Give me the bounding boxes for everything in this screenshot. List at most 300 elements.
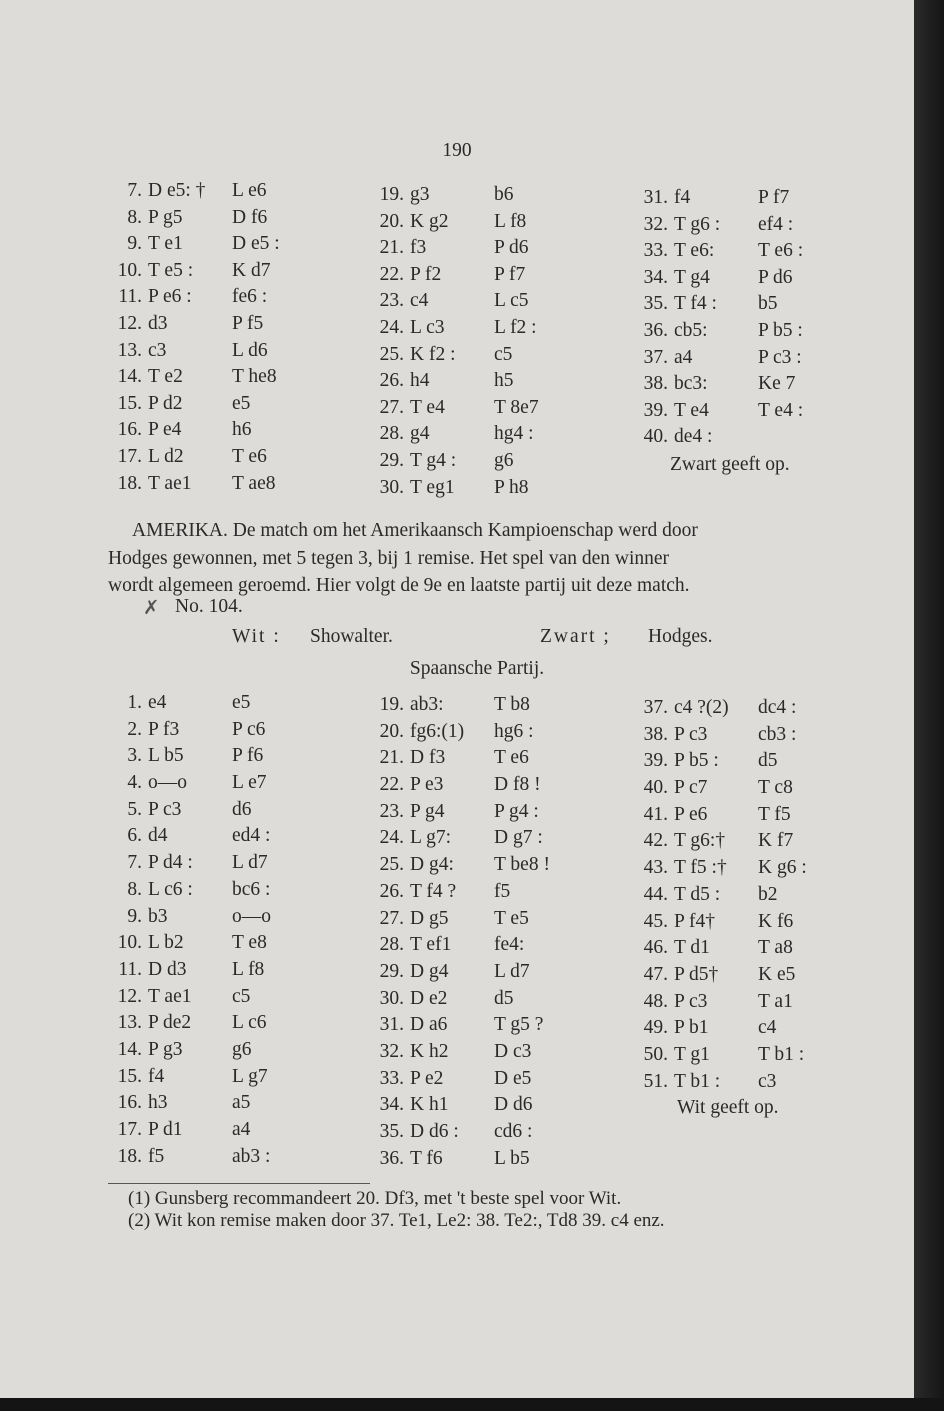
- move-row: [108, 1039, 308, 1066]
- white-move: P e3: [410, 774, 444, 796]
- move-number: 51.: [643, 1070, 668, 1092]
- move-number: 39.: [643, 750, 668, 772]
- white-move: P g3: [148, 1038, 183, 1060]
- black-move: T b8: [494, 694, 530, 715]
- move-row: [634, 347, 834, 374]
- move-row: [108, 906, 308, 933]
- move-row: [370, 344, 570, 371]
- move-row: [108, 692, 308, 719]
- black-move: c5: [232, 985, 251, 1007]
- move-number: 15.: [117, 1065, 142, 1087]
- move-row: [370, 1068, 570, 1095]
- white-move: d3: [148, 312, 168, 334]
- move-number: 40.: [643, 426, 668, 448]
- white-move: T e5 :: [148, 259, 194, 281]
- white-move: T d1: [674, 937, 710, 959]
- white-move: T ae1: [148, 472, 192, 494]
- white-move: P f4†: [674, 910, 715, 932]
- white-move: fg6:(1): [410, 720, 465, 742]
- move-row: [634, 964, 834, 991]
- black-move: ab3 :: [232, 1145, 271, 1167]
- white-label: Wit :: [232, 626, 281, 647]
- white-move: b3: [148, 905, 168, 927]
- black-move: e5: [232, 692, 251, 713]
- move-row: [370, 211, 570, 238]
- white-move: c4: [410, 290, 429, 312]
- black-move: K f6: [758, 910, 794, 932]
- white-move: T f4 :: [674, 293, 717, 315]
- black-move: T b1 :: [758, 1043, 805, 1065]
- black-move: h6: [232, 419, 252, 441]
- move-number: 28.: [379, 423, 404, 445]
- black-move: P c3 :: [758, 346, 802, 368]
- move-row: [108, 932, 308, 959]
- move-row: [108, 879, 308, 906]
- move-number: 20.: [379, 210, 404, 232]
- black-move: L b5: [494, 1147, 530, 1169]
- move-row: [634, 911, 834, 938]
- move-number: 43.: [643, 857, 668, 879]
- move-row: [108, 719, 308, 746]
- black-move: Ke 7: [758, 373, 796, 395]
- move-number: 34.: [379, 1094, 404, 1116]
- white-move: g3: [410, 184, 430, 205]
- black-move: a5: [232, 1092, 251, 1114]
- move-row: [108, 799, 308, 826]
- move-number: 42.: [643, 830, 668, 852]
- move-number: 21.: [379, 237, 404, 259]
- white-move: D e5: †: [148, 180, 206, 201]
- white-move: f5: [148, 1145, 165, 1167]
- amerika-paragraph: [108, 517, 850, 600]
- black-move: P f5: [232, 312, 264, 334]
- black-move: L c5: [494, 290, 529, 312]
- black-move: T e8: [232, 932, 267, 954]
- move-row: [634, 240, 834, 267]
- paragraph-line: AMERIKA. De match om het Amerikaansch Kampioenschap werd door: [132, 520, 698, 541]
- white-move: o—o: [148, 772, 187, 794]
- move-number: 40.: [643, 777, 668, 799]
- move-number: 30.: [379, 476, 404, 498]
- move-row: [634, 373, 834, 400]
- move-number: 48.: [643, 990, 668, 1012]
- white-move: P b1: [674, 1017, 709, 1039]
- white-move: D g4: [410, 960, 449, 982]
- black-move: T c8: [758, 777, 793, 799]
- white-move: de4 :: [674, 426, 713, 448]
- white-move: L d2: [148, 445, 184, 467]
- move-number: 28.: [379, 934, 404, 956]
- black-move: L g7: [232, 1065, 268, 1087]
- black-move: ed4 :: [232, 825, 271, 847]
- black-player: Hodges.: [648, 626, 713, 647]
- move-number: 37.: [643, 346, 668, 368]
- black-move: T g5 ?: [494, 1014, 544, 1036]
- white-move: bc3:: [674, 373, 708, 395]
- move-number: 15.: [117, 392, 142, 414]
- black-move: K g6 :: [758, 857, 807, 879]
- move-row: [634, 937, 834, 964]
- move-number: 39.: [643, 399, 668, 421]
- white-move: L g7:: [410, 827, 451, 849]
- black-move: T a8: [758, 937, 793, 959]
- move-number: 23.: [379, 800, 404, 822]
- white-move: T e6:: [674, 240, 715, 262]
- black-move: L e6: [232, 180, 267, 201]
- game1-result: Zwart geeft op.: [670, 454, 790, 475]
- move-row: [370, 801, 570, 828]
- white-move: P e2: [410, 1067, 444, 1089]
- move-number: 16.: [117, 1092, 142, 1114]
- black-move: h5: [494, 370, 514, 392]
- move-number: 7.: [127, 180, 142, 201]
- white-move: h3: [148, 1092, 168, 1114]
- white-move: T eg1: [410, 476, 455, 498]
- black-move: T e6 :: [758, 240, 804, 262]
- move-number: 25.: [379, 343, 404, 365]
- black-move: b5: [758, 293, 778, 315]
- move-number: 18.: [117, 472, 142, 494]
- move-row: [370, 450, 570, 477]
- white-move: T g6:†: [674, 830, 726, 852]
- move-row: [108, 366, 308, 393]
- black-move: P d6: [758, 266, 793, 288]
- white-move: f3: [410, 237, 427, 259]
- move-row: [108, 1012, 308, 1039]
- black-move: dc4 :: [758, 697, 797, 718]
- black-move: fe4:: [494, 934, 525, 956]
- black-move: D f6: [232, 206, 268, 228]
- move-number: 12.: [117, 985, 142, 1007]
- black-move: P f7: [758, 187, 790, 208]
- move-number: 11.: [118, 286, 142, 308]
- black-move: cb3 :: [758, 723, 797, 745]
- black-move: b2: [758, 883, 778, 905]
- move-number: 29.: [379, 960, 404, 982]
- white-move: P de2: [148, 1012, 192, 1034]
- move-row: [108, 1119, 308, 1146]
- black-move: T he8: [232, 366, 277, 388]
- white-move: T f6: [410, 1147, 443, 1169]
- white-move: T ae1: [148, 985, 192, 1007]
- white-move: P c3: [674, 723, 708, 745]
- move-row: [370, 988, 570, 1015]
- move-row: [108, 1066, 308, 1093]
- white-move: D e2: [410, 987, 448, 1009]
- move-row: [370, 290, 570, 317]
- move-number: 18.: [117, 1145, 142, 1167]
- white-move: T b1 :: [674, 1070, 721, 1092]
- move-number: 19.: [379, 694, 404, 715]
- move-number: 35.: [643, 293, 668, 315]
- move-number: 38.: [643, 373, 668, 395]
- move-row: [108, 260, 308, 287]
- move-row: [108, 959, 308, 986]
- game1-column-2: [370, 184, 570, 503]
- black-move: P c6: [232, 718, 266, 740]
- black-move: P h8: [494, 476, 529, 498]
- move-number: 46.: [643, 937, 668, 959]
- move-number: 10.: [117, 259, 142, 281]
- move-row: [370, 694, 570, 721]
- move-row: [108, 772, 308, 799]
- move-row: [370, 184, 570, 211]
- white-move: c3: [148, 339, 167, 361]
- white-move: P d1: [148, 1119, 183, 1140]
- black-move: P g4 :: [494, 800, 539, 822]
- black-move: L f2 :: [494, 316, 537, 338]
- move-row: [370, 961, 570, 988]
- footnote-1: (1) Gunsberg recommandeert 20. Df3, met 't beste spel voor Wit.: [128, 1188, 622, 1209]
- white-move: a4: [674, 346, 693, 368]
- white-move: g4: [410, 423, 430, 445]
- move-number: 3.: [127, 745, 142, 767]
- white-move: c4 ?(2): [674, 697, 729, 718]
- page-edge-right: [914, 0, 944, 1411]
- move-number: 47.: [643, 963, 668, 985]
- move-row: [108, 393, 308, 420]
- game2-column-2: [370, 694, 570, 1174]
- white-move: T d5 :: [674, 883, 721, 905]
- black-move: b6: [494, 184, 514, 205]
- black-move: D c3: [494, 1040, 532, 1062]
- move-number: 10.: [117, 932, 142, 954]
- move-row: [108, 745, 308, 772]
- opening-title: Spaansche Partij.: [409, 658, 545, 679]
- move-number: 14.: [117, 1038, 142, 1060]
- white-move: f4: [148, 1065, 165, 1087]
- move-row: [370, 397, 570, 424]
- move-row: [370, 908, 570, 935]
- move-number: 50.: [643, 1043, 668, 1065]
- white-move: K h1: [410, 1094, 449, 1116]
- move-number: 27.: [379, 907, 404, 929]
- black-move: L e7: [232, 772, 267, 794]
- black-move: T be8 !: [494, 854, 550, 876]
- black-move: T e5: [494, 907, 529, 929]
- move-number: 41.: [643, 803, 668, 825]
- game-number: No. 104.: [175, 596, 243, 617]
- white-move: T g6 :: [674, 213, 721, 235]
- move-number: 12.: [117, 312, 142, 334]
- footnote-2: (2) Wit kon remise maken door 37. Te1, Le2: 38. Te2:, Td8 39. c4 enz.: [128, 1210, 665, 1231]
- move-number: 17.: [117, 445, 142, 467]
- white-move: T f4 ?: [410, 880, 457, 902]
- move-number: 24.: [379, 827, 404, 849]
- black-move: L d7: [494, 960, 530, 982]
- white-move: T ef1: [410, 934, 452, 956]
- move-row: [108, 313, 308, 340]
- white-move: D d6 :: [410, 1121, 459, 1142]
- move-row: [370, 854, 570, 881]
- white-move: K f2 :: [410, 343, 456, 365]
- white-move: P e6: [674, 803, 708, 825]
- black-move: d5: [494, 987, 514, 1009]
- move-number: 24.: [379, 316, 404, 338]
- black-move: hg4 :: [494, 423, 534, 445]
- move-row: [108, 446, 308, 473]
- move-row: [108, 825, 308, 852]
- move-number: 23.: [379, 290, 404, 312]
- move-number: 19.: [379, 184, 404, 205]
- move-number: 33.: [379, 1067, 404, 1089]
- white-move: ab3:: [410, 694, 444, 715]
- black-move: T e6: [232, 445, 267, 467]
- move-number: 9.: [127, 905, 142, 927]
- move-number: 22.: [379, 774, 404, 796]
- game2-column-3: [634, 697, 834, 1097]
- black-move: P d6: [494, 237, 529, 259]
- white-move: P d4 :: [148, 852, 193, 874]
- white-move: T e2: [148, 366, 183, 388]
- move-number: 7.: [127, 852, 142, 874]
- black-move: D g7 :: [494, 827, 543, 849]
- move-number: 22.: [379, 263, 404, 285]
- black-move: c4: [758, 1017, 777, 1039]
- move-row: [370, 1041, 570, 1068]
- move-row: [370, 317, 570, 344]
- black-move: T 8e7: [494, 396, 539, 418]
- move-row: [108, 986, 308, 1013]
- move-number: 17.: [117, 1119, 142, 1140]
- black-move: e5: [232, 392, 251, 414]
- white-move: d4: [148, 825, 168, 847]
- black-move: T ae8: [232, 472, 276, 494]
- game1-column-1: [108, 180, 308, 499]
- move-number: 2.: [127, 718, 142, 740]
- white-move: T e1: [148, 233, 183, 255]
- white-player: Showalter.: [310, 626, 393, 647]
- white-move: P f3: [148, 718, 180, 740]
- move-row: [370, 747, 570, 774]
- black-move: P b5 :: [758, 319, 803, 341]
- white-move: e4: [148, 692, 167, 713]
- white-move: T e4: [674, 399, 709, 421]
- move-row: [108, 286, 308, 313]
- move-row: [370, 881, 570, 908]
- move-row: [108, 419, 308, 446]
- move-number: 31.: [643, 187, 668, 208]
- black-move: K f7: [758, 830, 794, 852]
- black-move: a4: [232, 1119, 251, 1140]
- black-move: T e4 :: [758, 399, 804, 421]
- move-number: 8.: [127, 878, 142, 900]
- move-row: [634, 724, 834, 751]
- black-move: D f8 !: [494, 774, 541, 796]
- move-number: 31.: [379, 1014, 404, 1036]
- move-row: [370, 1094, 570, 1121]
- black-move: T f5: [758, 803, 791, 825]
- black-move: ef4 :: [758, 213, 794, 235]
- page-edge-bottom: [0, 1398, 944, 1411]
- white-move: T g4: [674, 266, 710, 288]
- move-number: 32.: [643, 213, 668, 235]
- move-number: 13.: [117, 339, 142, 361]
- white-move: K g2: [410, 210, 449, 232]
- move-row: [634, 293, 834, 320]
- move-row: [634, 777, 834, 804]
- black-move: g6: [494, 449, 514, 471]
- white-move: D g5: [410, 907, 449, 929]
- move-row: [634, 1017, 834, 1044]
- move-row: [370, 1121, 570, 1148]
- move-number: 25.: [379, 854, 404, 876]
- move-number: 30.: [379, 987, 404, 1009]
- move-row: [634, 857, 834, 884]
- move-row: [634, 697, 834, 724]
- move-number: 16.: [117, 419, 142, 441]
- white-move: D f3: [410, 747, 446, 769]
- black-move: D e5 :: [232, 233, 280, 255]
- move-row: [634, 991, 834, 1018]
- move-number: 11.: [118, 958, 142, 980]
- move-number: 5.: [127, 798, 142, 820]
- move-number: 27.: [379, 396, 404, 418]
- move-row: [370, 934, 570, 961]
- black-move: g6: [232, 1038, 252, 1060]
- handwritten-mark: ✗: [143, 598, 160, 619]
- white-move: D d3: [148, 958, 187, 980]
- black-move: L f8: [494, 210, 527, 232]
- move-row: [108, 473, 308, 500]
- move-number: 34.: [643, 266, 668, 288]
- black-move: K e5: [758, 963, 796, 985]
- white-move: P c3: [148, 798, 182, 820]
- move-row: [634, 187, 834, 214]
- move-row: [634, 320, 834, 347]
- move-number: 8.: [127, 206, 142, 228]
- move-number: 35.: [379, 1121, 404, 1142]
- white-move: L b5: [148, 745, 184, 767]
- white-move: T g4 :: [410, 449, 457, 471]
- move-row: [634, 884, 834, 911]
- white-move: P g5: [148, 206, 183, 228]
- move-number: 44.: [643, 883, 668, 905]
- move-number: 26.: [379, 370, 404, 392]
- black-move: fe6 :: [232, 286, 268, 308]
- black-label: Zwart ;: [540, 626, 611, 647]
- move-number: 38.: [643, 723, 668, 745]
- move-row: [634, 750, 834, 777]
- white-move: h4: [410, 370, 430, 392]
- move-row: [108, 1092, 308, 1119]
- black-move: L c6: [232, 1012, 267, 1034]
- move-number: 32.: [379, 1040, 404, 1062]
- white-move: P c7: [674, 777, 708, 799]
- white-move: P b5 :: [674, 750, 719, 772]
- move-row: [370, 827, 570, 854]
- move-row: [370, 721, 570, 748]
- black-move: d6: [232, 798, 252, 820]
- move-number: 36.: [379, 1147, 404, 1169]
- game2-column-1: [108, 692, 308, 1172]
- move-row: [370, 370, 570, 397]
- move-row: [634, 214, 834, 241]
- move-number: 45.: [643, 910, 668, 932]
- black-move: c5: [494, 343, 513, 365]
- white-move: P d5†: [674, 963, 719, 985]
- move-number: 13.: [117, 1012, 142, 1034]
- move-row: [370, 1014, 570, 1041]
- move-row: [370, 423, 570, 450]
- move-row: [370, 264, 570, 291]
- move-row: [634, 804, 834, 831]
- black-move: L d6: [232, 339, 268, 361]
- move-number: 37.: [643, 697, 668, 718]
- white-move: K h2: [410, 1040, 449, 1062]
- black-move: f5: [494, 880, 511, 902]
- white-move: cb5:: [674, 319, 708, 341]
